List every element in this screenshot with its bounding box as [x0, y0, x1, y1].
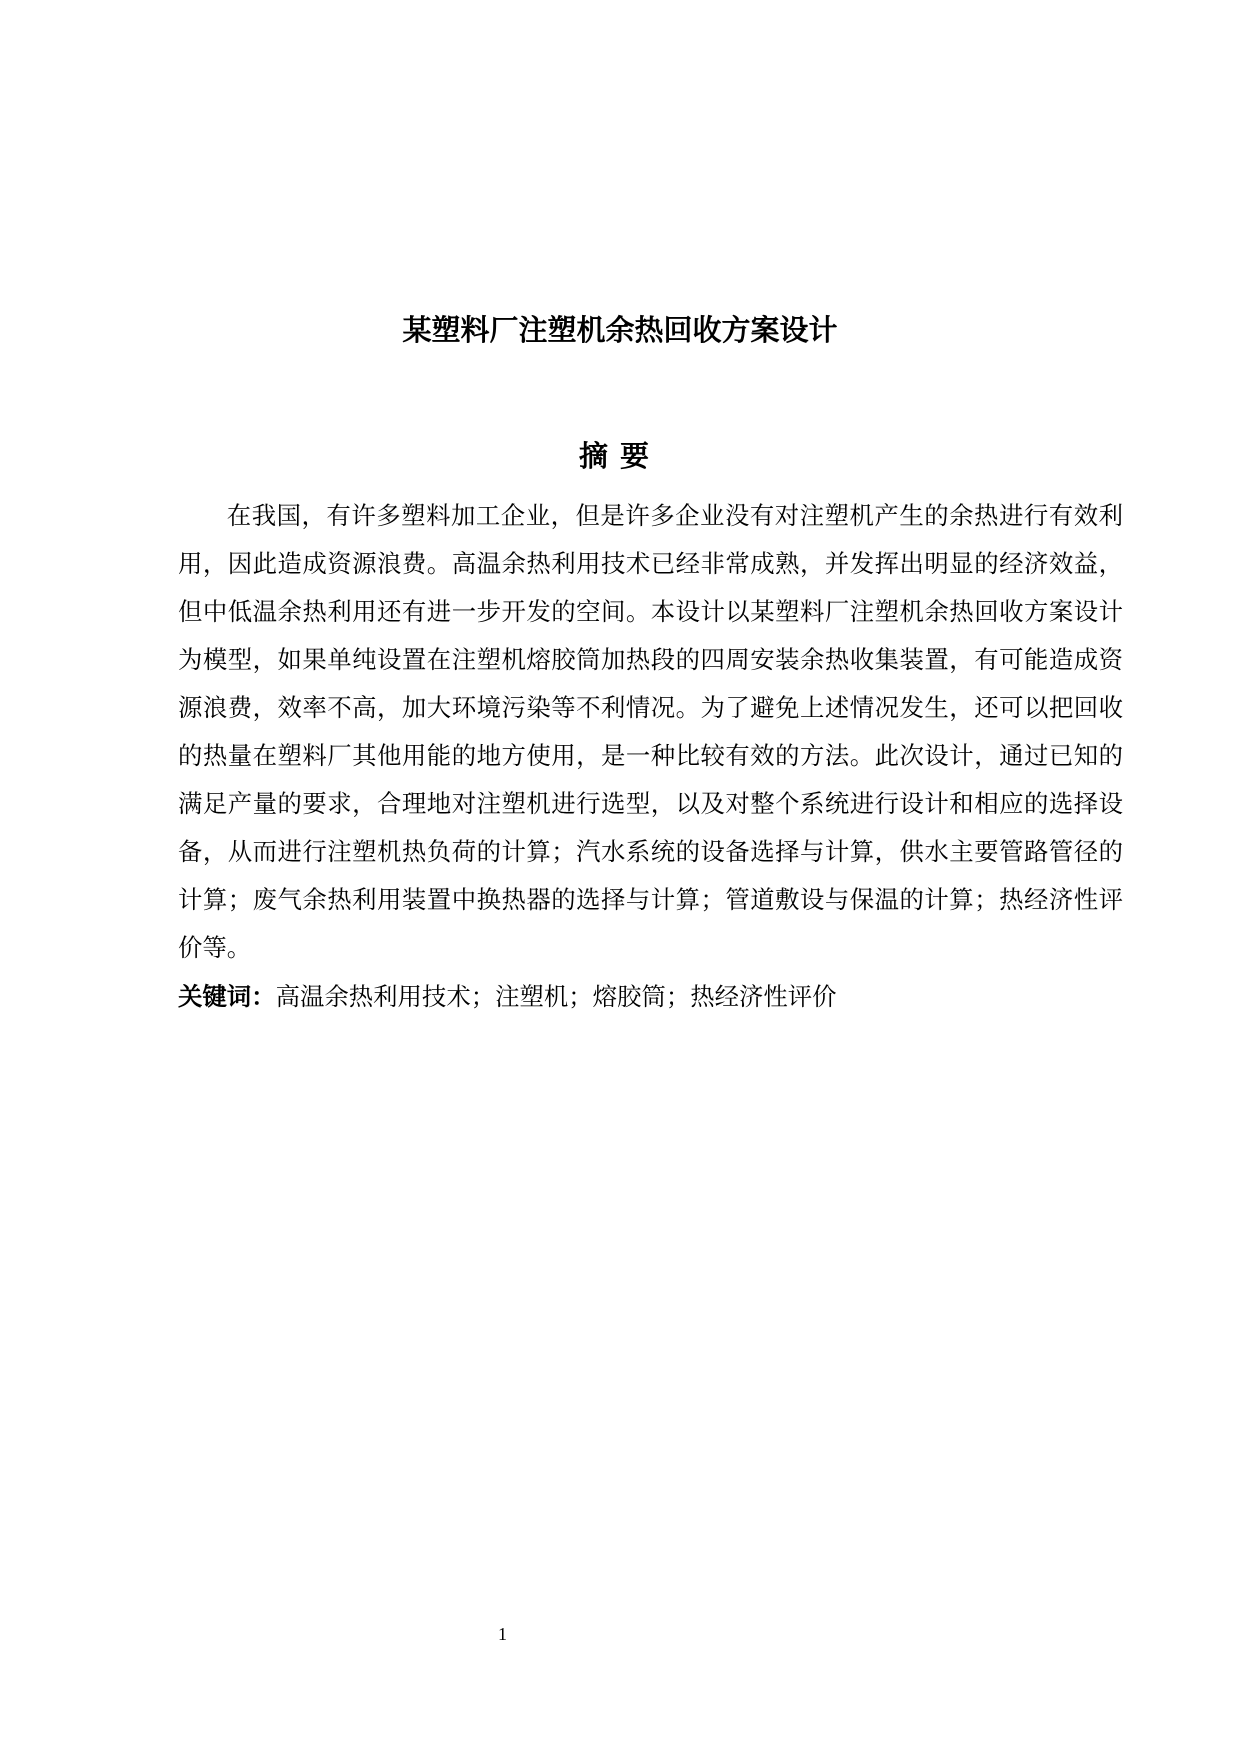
page-number: 1 [498, 1624, 507, 1644]
document-title: 某塑料厂注塑机余热回收方案设计 [402, 313, 838, 347]
keywords-label: 关键词： [178, 982, 276, 1011]
abstract-body: 在我国，有许多塑料加工企业，但是许多企业没有对注塑机产生的余热进行有效利用，因此造成资源浪费。高温余热利用技术已经非常成熟，并发挥出明显的经济效益，但中低温余热利用还有进一步开发的空间。本设计以某塑料厂注塑机余热回收方案设计为模型，如果单纯设置在注塑机熔胶筒加热段的四周安装余热收集装置，有可能造成资源浪费，效率不高，加大环境污染等不利情况。为了避免上述情况发生，还可以把回收的热量在塑料厂其他用能的地方使用，是一种比较有效的方法。此次设计，通过已知的满足产量的要求，合理地对注塑机进行选型，以及对整个系统进行设计和相应的选择设备，从而进行注塑机热负荷的计算；汽水系统的设备选择与计算，供水主要管路管径的计算；废气余热利用装置中换热器的选择与计算；管道敷设与保温的计算；热经济性评价等。 [178, 501, 1123, 962]
abstract-heading: 摘要 [578, 439, 661, 473]
keywords-line [178, 973, 1123, 1021]
keywords-text: 高温余热利用技术；注塑机；熔胶筒；热经济性评价 [275, 982, 837, 1011]
